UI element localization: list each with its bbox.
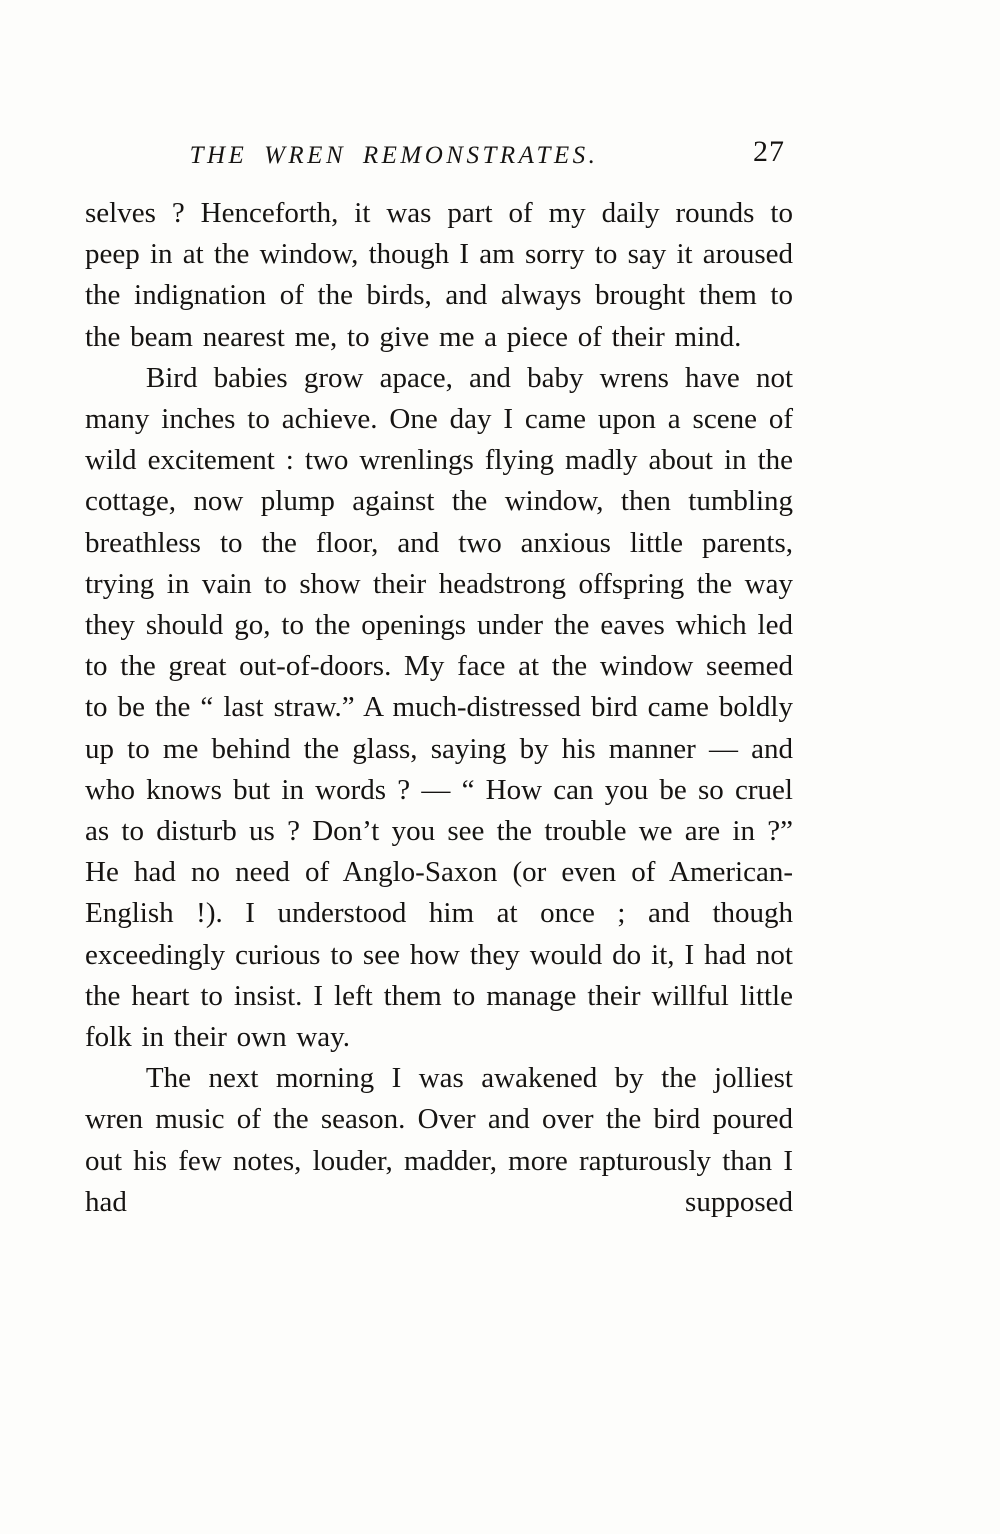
running-head [85,135,793,177]
paragraph-2: Bird babies grow apace, and baby wrens have not many inches to achieve. One day I came upon a scene of wild excitement : two wrenlings flying madly about in the cottage, now plump against the window, then tumbling breathless to the floor, and two anxious little parents, trying in vain to show their headstrong offspring the way they should go, to the openings under the eaves which led to the great out-of-doors. My face at the window seemed to be the “ last straw.” A much-distressed bird came boldly up to me behind the glass, saying by his manner — and who knows but in words ? — “ How can you be so cruel as to disturb us ? Don’t you see the trouble we are in ?” He had no need of Anglo-Saxon (or even of American-English !). I understood him at once ; and though exceedingly curious to see how they would do it, I had not the heart to insist. I left them to manage their willful little folk in their own way. [85,361,793,1054]
page-body [85,193,793,1223]
paragraph-3: The next morning I was awakened by the jolliest wren music of the season. Over and over the bird poured out his few notes, louder, madder, more rapturously than I had supposed [85,1062,793,1218]
page-number: 27 [753,135,785,168]
running-head-title: THE WREN REMONSTRATES. [189,142,599,169]
paragraph-1: selves ? Henceforth, it was part of my daily rounds to peep in at the window, though I am sorry to say it aroused the indignation of the birds, and always brought them to the beam nearest me, to give me a piece of their mind. [85,197,793,353]
text-block [85,135,793,1223]
